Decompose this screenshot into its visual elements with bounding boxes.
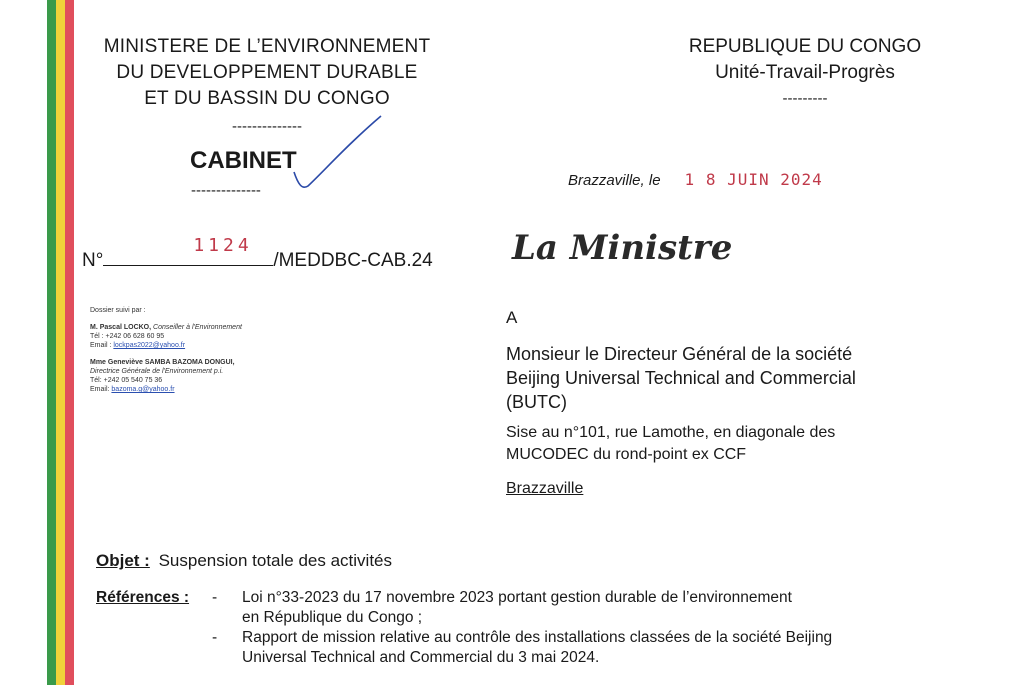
reference-underline: [103, 235, 273, 266]
references-label: Références :: [96, 589, 190, 606]
reference-text-line-2: en République du Congo ;: [242, 609, 423, 626]
reference-stamp: 1124: [193, 235, 253, 256]
minister-title: La Ministre: [512, 228, 733, 268]
person1-email-label: Email :: [90, 342, 112, 349]
reference-text-line-1: Rapport de mission relative au contrôle des installations classées de la société Beijing: [242, 629, 833, 646]
reference-dash: -: [212, 629, 218, 646]
addressee-address-1: Sise au n°101, rue Lamothe, en diagonale des: [506, 424, 836, 441]
date-line: [568, 170, 823, 189]
person2-role: Directrice Générale de l'Environnement p.i.: [90, 368, 224, 375]
flag-stripe-yellow: [56, 0, 65, 685]
reference-prefix: N°: [82, 250, 104, 271]
reference-text-line-1: Loi n°33-2023 du 17 novembre 2023 portant gestion durable de l’environnement: [242, 589, 792, 606]
republic-header: [655, 34, 955, 112]
ministry-line-1: MINISTERE DE L’ENVIRONNEMENT: [103, 36, 431, 57]
reference-dash: -: [212, 589, 218, 606]
addressee-line-3: (BUTC): [506, 392, 567, 412]
flag-stripe-red: [65, 0, 74, 685]
reference-number: [82, 235, 433, 272]
person1-email-link[interactable]: lockpas2022@yahoo.fr: [113, 342, 186, 349]
cabinet-label: CABINET: [190, 147, 297, 174]
person2-email-link[interactable]: bazoma.g@yahoo.fr: [111, 386, 175, 393]
person2-email-label: Email:: [90, 386, 110, 393]
person1-name: M. Pascal LOCKO,: [90, 324, 152, 331]
person2-name: Mme Geneviève SAMBA BAZOMA DONGUI,: [90, 359, 235, 366]
ministry-separator-top: --------------: [232, 118, 302, 135]
republic-name: REPUBLIQUE DU CONGO: [688, 36, 922, 57]
followed-by-block: [90, 306, 290, 394]
addressee-line-1: Monsieur le Directeur Général de la société: [506, 344, 853, 364]
republic-separator: ---------: [782, 90, 828, 107]
date-stamp: 1 8 JUIN 2024: [684, 170, 823, 189]
ministry-line-3: ET DU BASSIN DU CONGO: [144, 88, 390, 109]
reference-text-line-2: Universal Technical and Commercial du 3 mai 2024.: [242, 649, 600, 666]
addressee-address-2: MUCODEC du rond-point ex CCF: [506, 446, 747, 463]
check-mark-icon: [286, 114, 386, 194]
reference-item: [96, 588, 956, 608]
reference-suffix: /MEDDBC-CAB.24: [273, 250, 433, 271]
reference-item-continuation: [96, 608, 956, 628]
object-text: Suspension totale des activités: [158, 551, 392, 570]
followed-by-heading: Dossier suivi par :: [90, 307, 146, 314]
republic-motto: Unité-Travail-Progrès: [715, 62, 895, 83]
date-prefix: Brazzaville, le: [568, 172, 661, 189]
contact-person-2: [90, 358, 290, 394]
addressee-city: Brazzaville: [506, 480, 584, 497]
addressee-address: [506, 422, 976, 466]
flag-stripe-green: [47, 0, 56, 685]
ministry-header: [82, 34, 452, 140]
addressee-line-2: Beijing Universal Technical and Commercial: [506, 368, 856, 388]
object-label: Objet :: [96, 551, 150, 570]
object-line: [96, 551, 392, 571]
contact-person-1: [90, 323, 290, 350]
reference-item: [96, 628, 956, 648]
reference-item-continuation: [96, 648, 956, 668]
cabinet-separator-bottom: --------------: [191, 182, 261, 199]
person1-role: Conseiller à l'Environnement: [153, 324, 242, 331]
references-block: [96, 588, 956, 668]
person2-tel: Tél: +242 05 540 75 36: [90, 377, 163, 384]
person1-tel: Tél : +242 06 628 60 95: [90, 333, 165, 340]
addressee-block: [506, 342, 976, 414]
ministry-line-2: DU DEVELOPPEMENT DURABLE: [116, 62, 418, 83]
addressee-to: A: [506, 308, 518, 327]
